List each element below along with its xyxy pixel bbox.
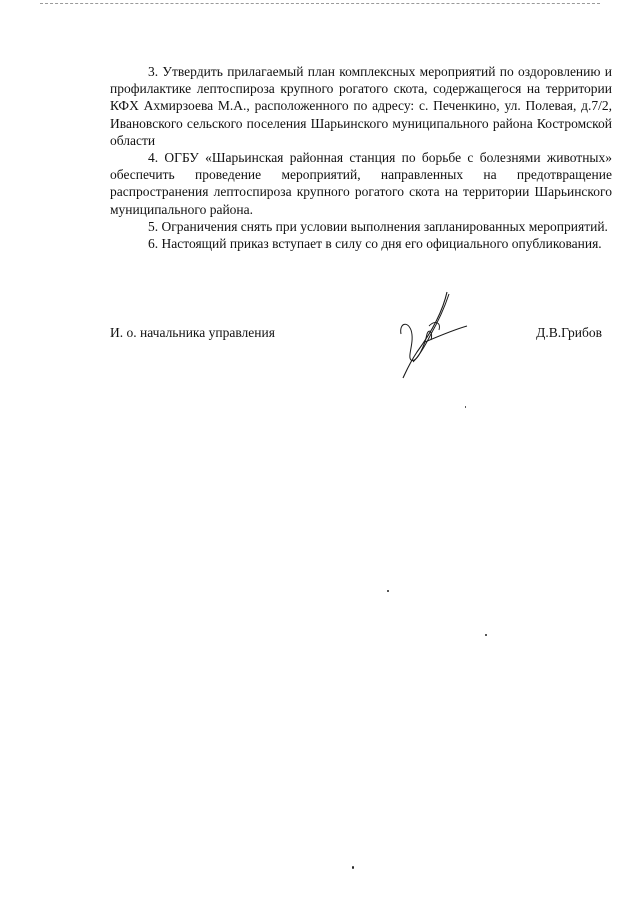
paragraph-3: 3. Утвердить прилагаемый план комплексных мероприятий по оздоровлению и профилактике лептоспироза крупного рогатого скота, содержащегося на территории КФХ Ахмирзоева М.А., расположенного по адресу: с. Печенкино, ул. Полевая, д.7/2, Ивановского сельского поселения Шарьинского муниципального района Костромской области: [110, 64, 612, 148]
document-body: [110, 63, 612, 252]
paragraph-6: 6. Настоящий приказ вступает в силу со дня его официального опубликования.: [148, 236, 602, 252]
paragraph-5: 5. Ограничения снять при условии выполнения запланированных мероприятий.: [148, 218, 608, 234]
scan-speck: [485, 634, 487, 636]
handwritten-signature: [395, 290, 473, 380]
signatory-name: Д.В.Грибов: [536, 325, 602, 340]
scan-speck: [387, 590, 389, 592]
scan-edge-line: [40, 3, 600, 4]
scan-speck: [352, 866, 354, 869]
paragraph-4: 4. ОГБУ «Шарьинская районная станция по борьбе с болезнями животных» обеспечить проведение мероприятий, направленных на предотвращение распространения лептоспироза крупного рогатого скота на территории Шарьинского муниципального района.: [110, 150, 612, 217]
scan-speck: [465, 406, 466, 408]
signatory-role: И. о. начальника управления: [110, 325, 275, 340]
signature-block: [110, 324, 612, 344]
